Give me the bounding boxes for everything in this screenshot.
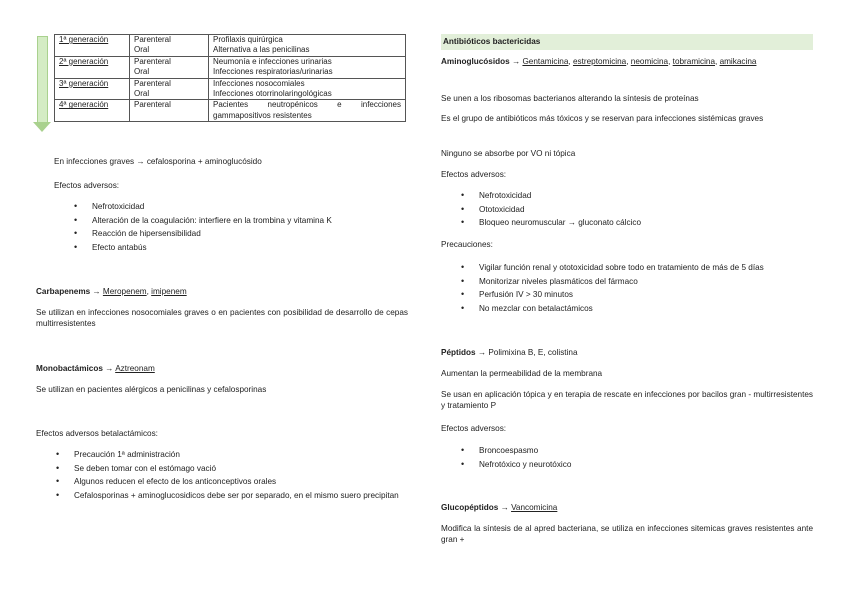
heading-term: Péptidos [441, 348, 476, 357]
down-arrow-icon [36, 36, 48, 132]
drug-name: estreptomicina [572, 57, 627, 66]
drug-name: tobramicina [672, 57, 715, 66]
carbapenems-text: Se utilizan en infecciones nosocomiales graves o en pacientes con posibilidad de desarrollo de cepas multirresistentes [36, 308, 408, 328]
generation-label: 4ª generación [59, 100, 109, 110]
list-item: • Bloqueo neuromuscular → gluconato cálcico [441, 216, 813, 230]
adverse-effects-list [441, 189, 813, 230]
use: Infecciones otorrinolaringológicas [213, 88, 332, 98]
drug-name: imipenem [151, 287, 187, 296]
precautions-title: Precauciones: [441, 240, 493, 249]
list-item: • Nefrotoxicidad [441, 189, 813, 203]
drug-name: neomicina [630, 57, 669, 66]
list-item: • Monitorizar niveles plasmáticos del fármaco [441, 275, 813, 289]
list-item: • Perfusión IV > 30 minutos [441, 288, 813, 302]
generation-label: 3ª generación [59, 78, 109, 88]
betalactam-adverse-title: Efectos adversos betalactámicos: [36, 429, 158, 438]
arrow-text: → [498, 503, 512, 512]
table-row [55, 100, 406, 122]
use: Pacientes neutropénicos e infecciones gammapositivos resistentes [213, 100, 401, 120]
list-item: • Se deben tomar con el estómago vació [36, 462, 408, 476]
generation-label: 2ª generación [59, 56, 109, 66]
arrow-text: → [509, 57, 523, 66]
generations-section [36, 34, 408, 134]
peptides-heading [441, 348, 813, 359]
use: Infecciones respiratorias/urinarias [213, 67, 333, 77]
list-item: • Nefrotoxicidad [54, 200, 408, 214]
heading-term: Glucopéptidos [441, 503, 499, 512]
table-row [55, 35, 406, 57]
adverse-effects-title: Efectos adversos: [441, 170, 507, 179]
adverse-effects-title: Efectos adversos: [54, 181, 120, 190]
arrow-text: → [102, 364, 116, 373]
aminoglycosides-absorption: Ninguno se absorbe por VO ni tópica [441, 149, 576, 158]
drug-name: amikacina [719, 57, 757, 66]
route: Oral [134, 45, 150, 55]
aminoglycosides-toxicity: Es el grupo de antibióticos más tóxicos y se reservan para infecciones sistémicas graves [441, 114, 764, 123]
list-item: • Ototoxicidad [441, 203, 813, 217]
heading-term: Carbapenems [36, 287, 91, 296]
glycopeptides-heading [441, 503, 813, 514]
use: Neumonía e infecciones urinarias [213, 56, 332, 66]
list-item: • Algunos reducen el efecto de los anticonceptivos orales [36, 475, 408, 489]
list-item: • Reacción de hipersensibilidad [54, 227, 408, 241]
separator: , [146, 287, 152, 296]
route: Parenteral [134, 100, 171, 110]
heading-term: Monobactámicos [36, 364, 103, 373]
peptides-uses: Se usan en aplicación tópica y en terapia de rescate en infecciones por bacilos gran - multirresistentes y tratamiento P [441, 390, 813, 410]
table-row [55, 56, 406, 78]
drug-list: → Polimixina B, E, colistina [475, 348, 578, 357]
route: Parenteral [134, 78, 171, 88]
precautions-list [441, 261, 813, 315]
glycopeptides-text: Modifica la síntesis de al apred bacteriana, se utiliza en infecciones sitemicas graves resistentes ante gran + [441, 524, 813, 544]
section-header [441, 34, 813, 50]
generation-label: 1ª generación [59, 35, 109, 44]
list-item: • Alteración de la coagulación: interfiere en la trombina y vitamina K [54, 214, 408, 228]
list-item: • Broncoespasmo [441, 444, 813, 458]
peptides-mechanism: Aumentan la permeabilidad de la membrana [441, 369, 603, 378]
arrow-text: → [90, 287, 103, 296]
route: Parenteral [134, 56, 171, 66]
list-item: • No mezclar con betalactámicos [441, 302, 813, 316]
drug-name: Aztreonam [115, 364, 155, 373]
betalactam-adverse-list [36, 448, 408, 502]
adverse-effects-list [54, 200, 408, 254]
peptides-adverse-list [441, 444, 813, 471]
list-item: • Vigilar función renal y ototoxicidad sobre todo en tratamiento de más de 5 días [441, 261, 813, 275]
carbapenems-heading [36, 287, 408, 298]
list-item: • Precaución 1ª administración [36, 448, 408, 462]
section-title: Antibióticos bactericidas [443, 37, 541, 46]
list-item: • Nefrotóxico y neurotóxico [441, 458, 813, 472]
drug-name: Gentamicina [522, 57, 569, 66]
use: Alternativa a las penicilinas [213, 45, 310, 55]
aminoglycosides-heading: Aminoglucósidos → Gentamicina, estreptomicina, neomicina, tobramicina, amikacina [441, 57, 757, 66]
peptides-adverse-title: Efectos adversos: [441, 424, 507, 433]
drug-name: Meropenem [102, 287, 147, 296]
route: Oral [134, 67, 150, 77]
drug-name: Vancomicina [511, 503, 558, 512]
route: Oral [134, 88, 150, 98]
monobactams-heading [36, 364, 408, 375]
list-item: • Cefalosporinas + aminoglucosidicos debe ser por separado, en el mismo suero precipitan [36, 489, 408, 503]
use: Profilaxis quirúrgica [213, 35, 283, 44]
table-row [55, 78, 406, 100]
use: Infecciones nosocomiales [213, 78, 305, 88]
heading-term: Aminoglucósidos [441, 57, 510, 66]
aminoglycosides-mechanism: Se unen a los ribosomas bacterianos alterando la síntesis de proteínas [441, 94, 699, 103]
list-item: • Efecto antabús [54, 241, 408, 255]
generations-table [54, 34, 406, 122]
route: Parenteral [134, 35, 171, 44]
severe-infections-note: En infecciones graves → cefalosporina + aminoglucósido [54, 157, 262, 166]
monobactams-text: Se utilizan en pacientes alérgicos a penicilinas y cefalosporinas [36, 385, 267, 394]
